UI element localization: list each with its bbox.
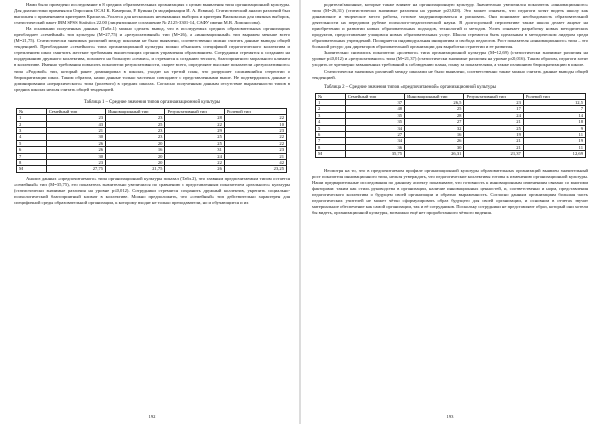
table1-row xyxy=(17,166,287,172)
value-cell: 34 xyxy=(345,125,404,131)
left-paragraph-2: На основании полученных данных (Табл.1) можно сделать вывод, что в исследуемых средних образовательных организациях преобладает «семейный» тип культуры (М=27,75) и «результативный» тип (М=26), а «инновационный» тип выражен меньше всего (М=21,75). Статистически значимых различий между школами не было выявлено, соответственно можно считать данные выводы общей тенденцией. Преобладание «семейного» типа организационной культуры можно объяснить спецификой педагогического коллектива и стремлением школ смягчить жесткие требования вышестоящих органов управления образованием. Сотрудники стремятся к созданию на поддержанию дружного коллектива, похожего на большую «семью», и стремятся к созданию теплого, благоприятного морального климата в коллективе. Именно требования повысить показатели результативности, скорее всего, определяют высокие показатели «результативного» типа «Родовой» тип, который ранее доминировал в школах, уходит на третий план, что разрушает сложившийся стереотип о бюрократизации школ. Таким образом, наши данные только частично совпадают с представленными выше. Не подтвердились данные о доминировании «иерархического» типа (ролевого) в средних школах. Согласно полученным данным отсутствие выраженности типов в средних школах нельзя считать общей тенденцией. xyxy=(14,26,290,92)
value-cell: 29 xyxy=(165,127,224,133)
value-cell: 25 xyxy=(106,121,165,127)
row-index-cell: 2 xyxy=(17,121,47,127)
value-cell: 35 xyxy=(345,112,404,118)
value-cell: 18 xyxy=(523,119,585,125)
value-cell: 37 xyxy=(345,100,404,106)
page-number: 193 xyxy=(446,414,454,419)
value-cell: 22 xyxy=(165,121,224,127)
value-cell: 22 xyxy=(224,134,286,140)
value-cell: 19 xyxy=(523,138,585,144)
row-index-cell: 8 xyxy=(17,159,47,165)
value-cell: 26 xyxy=(46,147,105,153)
table2-header: Ролевой тип xyxy=(523,93,585,99)
value-cell: 25 xyxy=(405,106,464,112)
row-index-cell: 5 xyxy=(17,140,47,146)
value-cell: 16 xyxy=(106,147,165,153)
value-cell: 17 xyxy=(464,106,523,112)
row-index-cell: 1 xyxy=(316,100,346,106)
value-cell: 35,75 xyxy=(345,151,404,157)
value-cell: 25 xyxy=(464,125,523,131)
right-paragraph-1: родители/законные, которые также влияют на организационную культуру. Значительно увеличился показатель «инновационного» типа (М=26,31) (статистически значимые различия на уровне р≤0,028). Это может означать, что педагоги хотят видеть школу как динамичное и творческое место работы, готовое модернизироваться и рисковать. Они понимают необходимость образовательной деятельности на передовом рубеже психолого-педагогической науки. В долгосрочной перспективе также школа делает акцент на приобретении и развитии новых образовательных подходов, технологий и методов. Успех означает разработку новых методических продуктов, предоставление учащимся новых образовательных услуг. Школа стремится быть идеальным в методическом лидером среди образовательных учреждений. Поощряется индивидуальная инициатива и свобода педагогов. Рост показателя «инновационного» типа – это большой ресурс для директоров образовательной организации для выработки стратегии и ее развития. xyxy=(312,2,588,50)
value-cell: 14 xyxy=(523,112,585,118)
value-cell: 28 xyxy=(405,112,464,118)
value-cell: 26,5 xyxy=(405,100,464,106)
value-cell: 22 xyxy=(224,115,286,121)
row-index-cell: 2 xyxy=(316,106,346,112)
left-page xyxy=(14,2,290,422)
row-index-cell: 5 xyxy=(316,125,346,131)
row-index-cell: M xyxy=(17,166,47,172)
value-cell: 7 xyxy=(523,106,585,112)
value-cell: 23 xyxy=(46,115,105,121)
value-cell: 27 xyxy=(345,132,404,138)
value-cell: 22 xyxy=(224,140,286,146)
value-cell: 48 xyxy=(345,106,404,112)
row-index-cell: M xyxy=(316,151,346,157)
value-cell: 31 xyxy=(165,147,224,153)
row-index-cell: 4 xyxy=(17,134,47,140)
value-cell: 28 xyxy=(165,115,224,121)
page-number: 192 xyxy=(148,414,156,419)
table1-header: Семейный тип xyxy=(46,108,105,114)
left-paragraph-1: Нами было проведено исследование в 8 средних образовательных организациях с целью выявления типа организационной культуры. Для диагностики применялся Опросник OCAI К. Камерона, Р. Куинна (в модификации И. А. Ясвина). Статистический анализ различий был выполнен с применением критериев Краскела–Уоллеса для нескольких несвязанных выборок и критерия Вилкоксона для связных выборок, статистический пакет IBM SPSS Statistics 22.00 (лицензионное соглашение № Z125-3301-14, САФУ имени М.В. Ломоносова). xyxy=(14,2,290,26)
value-cell: 24 xyxy=(165,153,224,159)
value-cell: 21 xyxy=(224,153,286,159)
value-cell: 26 xyxy=(405,138,464,144)
row-index-cell: 3 xyxy=(17,127,47,133)
value-cell: 21,37 xyxy=(464,151,523,157)
table1-header: Результативный тип xyxy=(165,108,224,114)
table2-caption: Таблица 2 – Средние значения типов «предпочитаемой» организационной культуры xyxy=(324,84,496,90)
value-cell: 30 xyxy=(46,134,105,140)
table1-caption: Таблица 1 – Средние значения типов оргазнаизационной культуры xyxy=(83,99,221,105)
value-cell: 27 xyxy=(405,119,464,125)
value-cell: 12,5 xyxy=(523,100,585,106)
value-cell: 23 xyxy=(224,147,286,153)
value-cell: 23 xyxy=(46,159,105,165)
value-cell: 23 xyxy=(106,134,165,140)
value-cell: 36 xyxy=(345,144,404,150)
row-index-cell: 3 xyxy=(316,112,346,118)
value-cell: 21 xyxy=(464,119,523,125)
value-cell: 10 xyxy=(224,121,286,127)
value-cell: 25 xyxy=(165,140,224,146)
value-cell: 11 xyxy=(523,132,585,138)
value-cell: 23 xyxy=(106,127,165,133)
value-cell: 24 xyxy=(464,112,523,118)
value-cell: 20 xyxy=(106,153,165,159)
table2-header: Результативный тип xyxy=(464,93,523,99)
gutter xyxy=(299,0,301,424)
right-paragraph-2: Значительно снизились показатели «ролевого» типа организационной культуры (М=12,69) (статистически значимые различия на уровне р≤0,012) и «результативного» типа (М=21,37) (статистически значимые различия на уровне р≤0,016). Таким образом, педагоги хотят уходить от чрезмерно завышенных требований к соблюдению плана, гонку за показателями, а также излишнюю бюрократизацию в школе. xyxy=(312,50,588,68)
value-cell: 23 xyxy=(464,100,523,106)
row-index-cell: 8 xyxy=(316,144,346,150)
row-index-cell: 4 xyxy=(316,119,346,125)
table2-header: Семейный тип xyxy=(345,93,404,99)
value-cell: 19 xyxy=(464,132,523,138)
row-index-cell: 7 xyxy=(17,153,47,159)
value-cell: 30 xyxy=(46,153,105,159)
row-index-cell: 6 xyxy=(316,132,346,138)
value-cell: 32 xyxy=(405,125,464,131)
value-cell: 34 xyxy=(345,138,404,144)
value-cell: 23 xyxy=(106,115,165,121)
value-cell: 21 xyxy=(464,144,523,150)
table2-header: Инновационный тип xyxy=(405,93,464,99)
value-cell: 27,75 xyxy=(46,166,105,172)
value-cell: 25 xyxy=(165,134,224,140)
table2 xyxy=(315,93,586,158)
right-paragraph-3: Статистически значимых различий между школами не было выявлено, соответственно также можно считать данные выводы общей тенденцией. xyxy=(312,68,588,80)
table2-header: № xyxy=(316,93,346,99)
table1-header: № xyxy=(17,108,47,114)
value-cell: 12,69 xyxy=(523,151,585,157)
value-cell: 23,25 xyxy=(224,166,286,172)
value-cell: 26 xyxy=(46,140,105,146)
table1-header: Инновационный тип xyxy=(106,108,165,114)
value-cell: 20 xyxy=(106,140,165,146)
value-cell: 42 xyxy=(224,159,286,165)
row-index-cell: 6 xyxy=(17,147,47,153)
table1 xyxy=(16,108,287,173)
value-cell: 20 xyxy=(106,159,165,165)
table2-row xyxy=(316,151,586,157)
value-cell: 9 xyxy=(523,125,585,131)
right-page xyxy=(312,2,588,422)
value-cell: 30 xyxy=(405,144,464,150)
table1-header: Ролевой тип xyxy=(224,108,286,114)
value-cell: 16 xyxy=(405,132,464,138)
value-cell: 21 xyxy=(46,127,105,133)
value-cell: 21 xyxy=(464,138,523,144)
value-cell: 11 xyxy=(523,144,585,150)
right-paragraph-4: Несмотря на то, что в предпочитаемом профиле организационной культуры образовательных организаций выявлен значительный рост показателя инновационного типа, нельзя утверждать, что педагогические коллективы готовы к изменению организационной культуры. Наши предварительные исследования по данному аспекту показывают, что готовность к инновационным изменениям связано со многими факторами: таким как стиль руководства в организации, наличие инновационных ценностей, и, соответственно и норм, представления педагогического коллектива о будущем своей организации и обратно выраженность. Согласно данным организациям большая часть педагогических учителей не может чётко сформулировать образ будущего для своей организации, и основном в отчетах звучит материальное обеспечение как самой организации, так и её сотрудников. Поскольку сотрудники не представляют образ, который они хотели бы видеть, организационной культуры, возможно ещё нет проработанного чёткого видения. xyxy=(312,167,588,215)
value-cell: 43 xyxy=(46,121,105,127)
value-cell: 23 xyxy=(224,127,286,133)
row-index-cell: 7 xyxy=(316,138,346,144)
value-cell: 26 xyxy=(165,166,224,172)
row-index-cell: 1 xyxy=(17,115,47,121)
left-paragraph-3: Анализ данных «предпочитаемого» типа организационной культуры показал (Табл.2), что главным предпочитаемым типом остается «семейный» тип (М=35,75), его показатель значительно увеличился по сравнению с представленным показателем «реального» культуры (статистически значимые различия на уровне р≤0,012). Сотрудники стремятся сохранить дружный коллектив, укрепить социально-психологический благоприятный климат в коллективе. Можно предположить, что «семейный» тип действительно характерен для специфичной среды образовательной организации, к которому входят не только преподаватели, но и обучающиеся и их xyxy=(14,175,290,205)
value-cell: 26,31 xyxy=(405,151,464,157)
value-cell: 22 xyxy=(165,159,224,165)
value-cell: 21,75 xyxy=(106,166,165,172)
value-cell: 35 xyxy=(345,119,404,125)
